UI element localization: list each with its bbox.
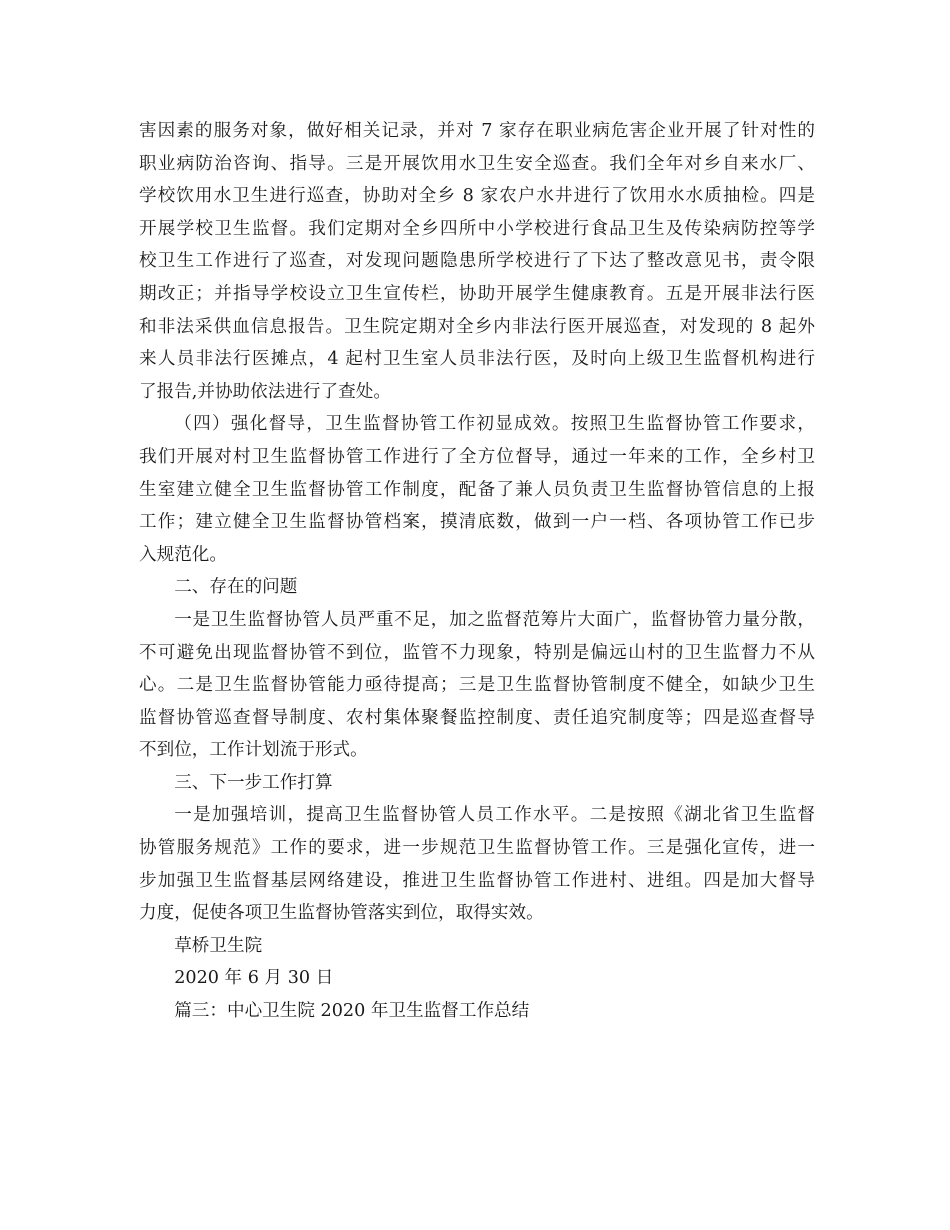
text-line: 来人员非法行医摊点，4 起村卫生室人员非法行医，及时向上级卫生监督机构进行 [139,349,815,370]
text-line: 一是卫生监督协管人员严重不足，加之监督范筹片大面广，监督协管力量分散， [174,609,815,630]
text-line: 协管服务规范》工作的要求，进一步规范卫生监督协管工作。三是强化宣传，进一 [139,838,815,859]
next-article-title: 篇三：中心卫生院 2020 年卫生监督工作总结 [174,1001,530,1022]
text-line: 了报告,并协助依法进行了查处。 [139,381,391,402]
text-line: 不可避免出现监督协管不到位，监管不力现象，特别是偏远山村的卫生监督力不从 [139,642,815,663]
text-line: 入规范化。 [139,544,227,565]
text-line: 不到位，工作计划流于形式。 [139,740,368,761]
text-line: 心。二是卫生监督协管能力亟待提高；三是卫生监督协管制度不健全，如缺少卫生 [139,675,815,696]
text-line: 学校饮用水卫生进行巡查，协助对全乡 8 家农户水井进行了饮用水水质抽检。四是 [139,186,815,207]
text-line: 力度，促使各项卫生监督协管落实到位，取得实效。 [139,903,544,924]
text-line: （四）强化督导，卫生监督协管工作初显成效。按照卫生监督协管工作要求， [174,414,815,435]
text-line: 害因素的服务对象，做好相关记录，并对 7 家存在职业病危害企业开展了针对性的 [139,121,815,141]
text-line: 工作；建立健全卫生监督协管档案，摸清底数，做到一户一档、各项协管工作已步 [139,512,815,533]
text-line: 期改正；并指导学校设立卫生宣传栏，协助开展学生健康教育。五是开展非法行医 [139,283,815,304]
signature-date: 2020 年 6 月 30 日 [174,968,334,989]
paragraph-next-steps [139,799,815,929]
paragraph-inspection-work [139,115,815,408]
text-line: 开展学校卫生监督。我们定期对全乡四所中小学校进行食品卫生及传染病防控等学 [139,218,815,239]
text-line: 校卫生工作进行了巡查，对发现问题隐患所学校进行了下达了整改意见书，责令限 [139,251,815,272]
signature-organization: 草桥卫生院 [174,935,263,956]
text-line: 职业病防治咨询、指导。三是开展饮用水卫生安全巡查。我们全年对乡自来水厂、 [139,153,815,174]
text-line: 步加强卫生监督基层网络建设，推进卫生监督协管工作进村、进组。四是加大督导 [139,870,815,891]
paragraph-supervision-results [139,408,815,571]
document-body [139,115,815,1028]
text-line: 生室建立健全卫生监督协管工作制度，配备了兼人员负责卫生监督协管信息的上报 [139,479,815,500]
section-heading-next-steps: 三、下一步工作打算 [174,772,333,793]
paragraph-problems [139,604,815,767]
text-line: 一是加强培训，提高卫生监督协管人员工作水平。二是按照《湖北省卫生监督 [174,805,815,826]
text-line: 监督协管巡查督导制度、农村集体聚餐监控制度、责任追究制度等；四是巡查督导 [139,707,815,728]
text-line: 和非法采供血信息报告。卫生院定期对全乡内非法行医开展巡查，对发现的 8 起外 [139,316,815,337]
section-heading-problems: 二、存在的问题 [174,577,298,598]
text-line: 我们开展对村卫生监督协管工作进行了全方位督导，通过一年来的工作，全乡村卫 [139,446,815,467]
